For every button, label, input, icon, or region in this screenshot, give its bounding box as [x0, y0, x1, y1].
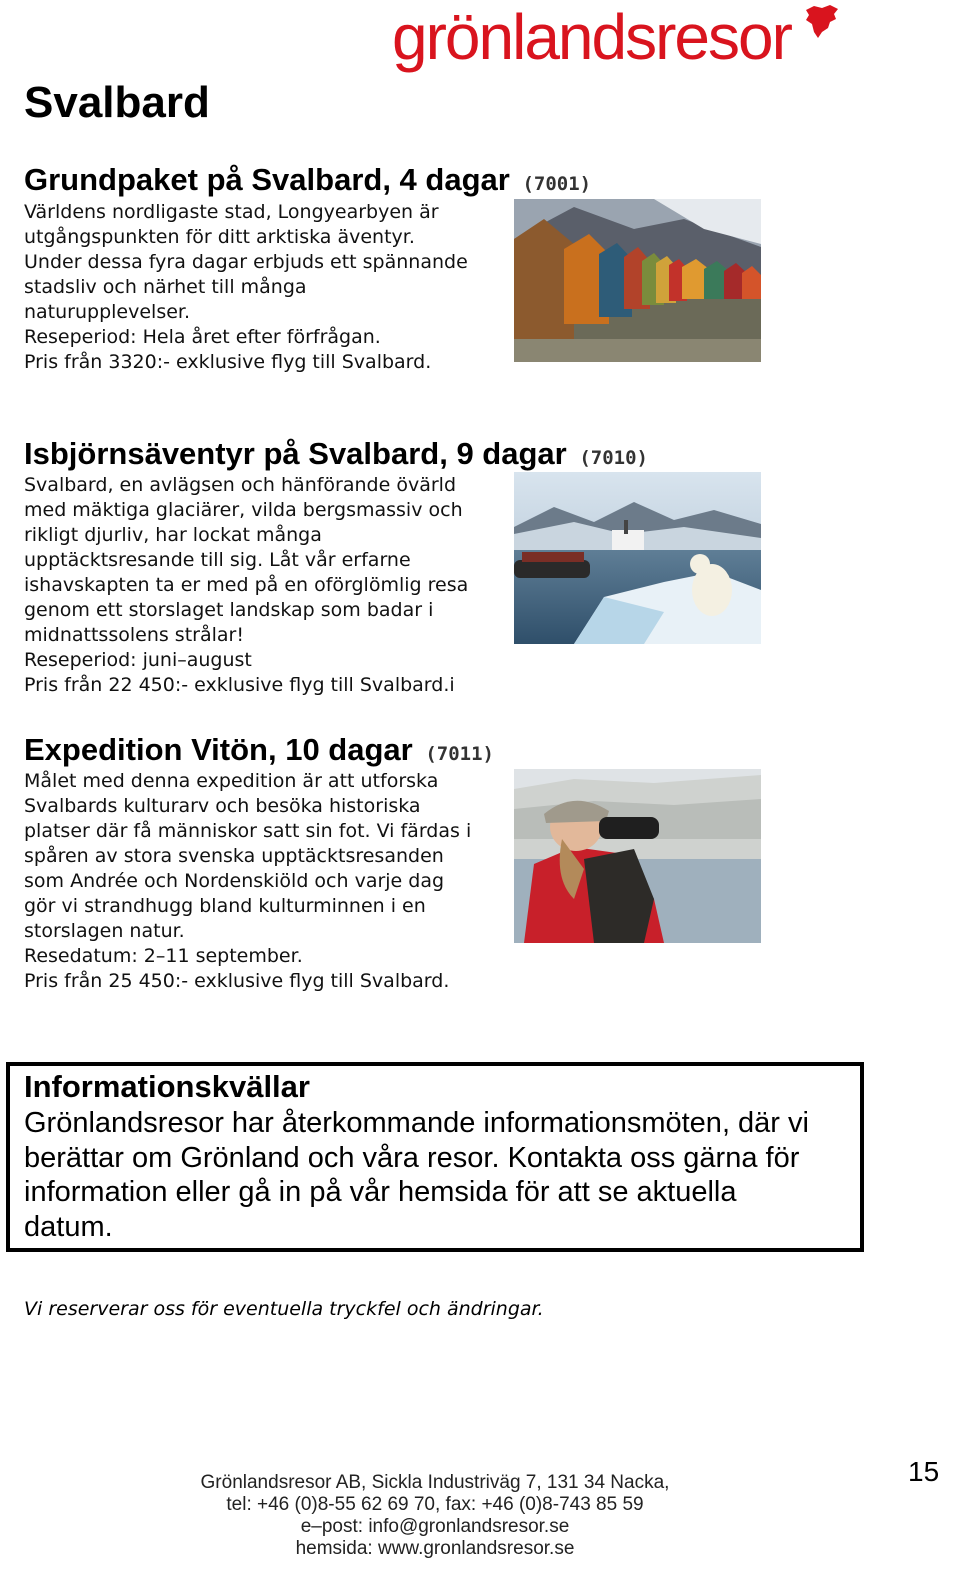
tour-description: Målet med denna expedition är att utforska Svalbards kulturarv och besöka historiska platser där få människor satt sin fot. Vi färdas i spåren av stora svenska upptäcktsresanden som Andrée och Nordenskiöld och varje dag gör vi strandhugg bland kulturminnen i en storslagen natur. Resedatum: 2–11 september. Pris från 25 450:- exklusive flyg till Svalbard. [24, 770, 472, 992]
polar-bear-photo [514, 472, 761, 644]
page-title: Svalbard [24, 78, 210, 127]
greenland-map-icon [800, 4, 840, 40]
footer-phone: tel: +46 (0)8-55 62 69 70, fax: +46 (0)8-743 85 59 [226, 1494, 644, 1515]
footer-website: hemsida: www.gronlandsresor.se [295, 1538, 575, 1559]
tour-heading [24, 732, 494, 772]
tour-title: Isbjörnsäventyr på Svalbard, 9 dagar [24, 436, 567, 471]
tour-description: Svalbard, en avlägsen och hänförande övärld med mäktiga glaciärer, vilda bergsmassiv och rikligt djurliv, har lockat många upptäcktsresande till sig. Låt vår erfarne ishavskapten ta er med på en oförglömlig resa genom ett storslaget landskap som badar i midnattssolens strålar! Reseperiod: juni–august Pris från 22 450:- exklusive flyg till Svalbard.i [24, 474, 469, 696]
footer-address: Grönlandsresor AB, Sickla Industriväg 7, 131 34 Nacka, [200, 1472, 670, 1493]
tour-code: (7011) [425, 743, 494, 765]
footer [180, 1472, 690, 1560]
info-body: Grönlandsresor har återkommande informationsmöten, där vi berättar om Grönland och våra resor. Kontakta oss gärna för information eller gå in på vår hemsida för att se aktuella datum. [24, 1107, 809, 1243]
tour-description: Världens nordligaste stad, Longyearbyen är utgångspunkten för ditt arktiska äventyr. Under dessa fyra dagar erbjuds ett spännande stadsliv och närhet till många naturupplevelser. Reseperiod: Hela året efter förfrågan. Pris från 3320:- exklusive flyg till Svalbard. [24, 201, 468, 373]
brand-logo [392, 0, 847, 78]
tour-title: Grundpaket på Svalbard, 4 dagar [24, 162, 510, 197]
tour-heading [24, 436, 648, 476]
tour-code: (7010) [579, 447, 648, 469]
explorer-binoculars-photo [514, 769, 761, 943]
brand-name: grönlandsresor [392, 1, 791, 73]
tour-heading [24, 162, 591, 202]
tour-code: (7001) [522, 173, 592, 195]
info-title: Informationskvällar [24, 1069, 310, 1104]
page-number: 15 [908, 1456, 940, 1487]
longyearbyen-houses-photo [514, 199, 761, 362]
disclaimer: Vi reserverar oss för eventuella tryckfel och ändringar. [24, 1298, 544, 1320]
footer-email: e–post: info@gronlandsresor.se [300, 1516, 570, 1537]
tour-title: Expedition Vitön, 10 dagar [24, 732, 413, 767]
